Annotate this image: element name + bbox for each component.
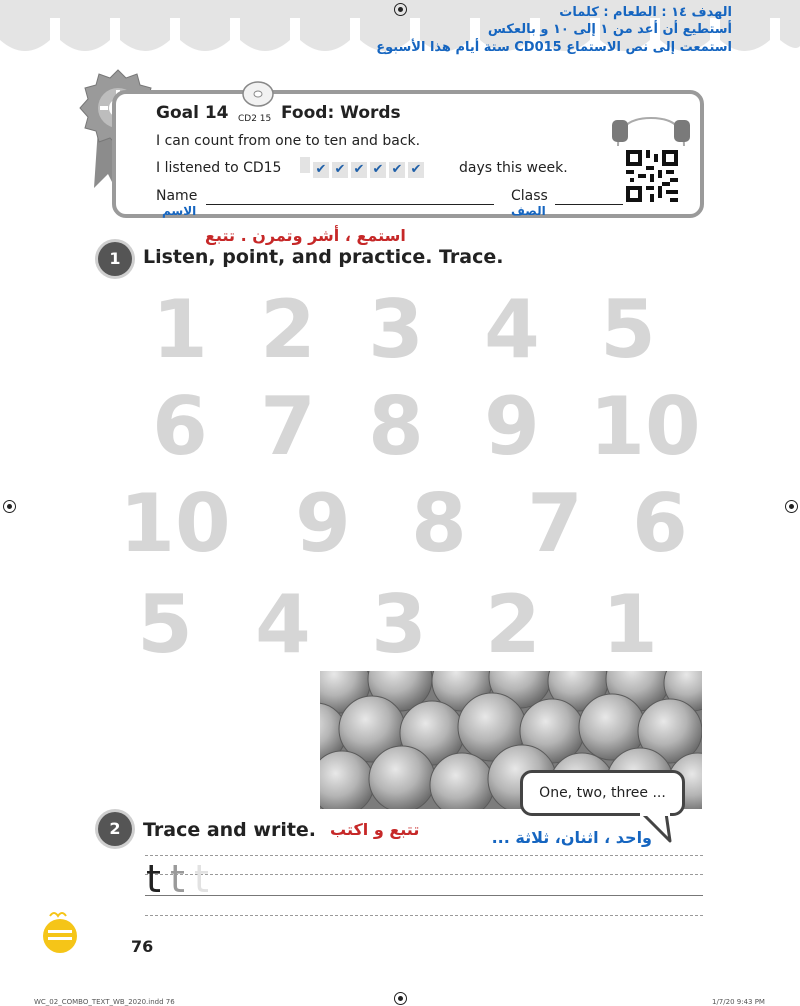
trace-letter[interactable]: t xyxy=(170,857,185,901)
qr-code-icon[interactable] xyxy=(626,150,678,202)
arabic-goal-title: الهدف ١٤ : الطعام : كلمات xyxy=(559,5,732,20)
trace-number[interactable]: 5 xyxy=(600,283,656,376)
trace-number[interactable]: 5 xyxy=(137,578,193,671)
registration-mark-left xyxy=(3,500,16,513)
section1-instruction-arabic: استمع ، أشر وتمرن . تتبع xyxy=(205,226,406,245)
trace-number[interactable]: 4 xyxy=(484,283,540,376)
registration-mark-top xyxy=(394,3,407,16)
listening-checkboxes xyxy=(300,157,427,178)
class-label: Class xyxy=(511,188,548,204)
day-checkbox[interactable]: ✔ xyxy=(370,162,386,178)
model-letter: t xyxy=(146,857,161,901)
cd-track-tag: CD2 15 xyxy=(238,114,272,124)
writing-guide-bottom xyxy=(145,915,703,916)
writing-baseline[interactable] xyxy=(145,895,703,896)
class-write-line[interactable] xyxy=(555,204,623,205)
goal-statement: I can count from one to ten and back. xyxy=(156,133,421,149)
page-number: 76 xyxy=(131,937,154,956)
writing-guide-top xyxy=(145,855,703,856)
trace-number[interactable]: 6 xyxy=(632,477,688,570)
name-label-arabic: الاسم xyxy=(162,204,197,218)
listening-statement-suffix: days this week. xyxy=(459,160,568,176)
trace-number[interactable]: 1 xyxy=(152,283,208,376)
writing-guide-mid xyxy=(145,874,703,875)
speech-bubble: One, two, three ... xyxy=(520,770,685,816)
trace-number[interactable]: 7 xyxy=(260,380,316,473)
trace-number[interactable]: 8 xyxy=(368,380,424,473)
trace-number[interactable]: 3 xyxy=(368,283,424,376)
day-checkbox[interactable]: ✔ xyxy=(389,162,405,178)
trace-number[interactable]: 1 xyxy=(602,578,658,671)
name-label: Name xyxy=(156,188,198,204)
arabic-goal-statement: أستطيع أن أعد من ١ إلى ١٠ و بالعكس xyxy=(487,22,732,37)
day-checkbox[interactable]: ✔ xyxy=(351,162,367,178)
trace-number[interactable]: 10 xyxy=(119,477,231,570)
trace-number[interactable]: 4 xyxy=(255,578,311,671)
speech-bubble-arabic: واحد ، اثنان، ثلاثة ... xyxy=(491,828,652,847)
check-spacer xyxy=(300,157,310,173)
day-checkbox[interactable]: ✔ xyxy=(332,162,348,178)
trace-number[interactable]: 3 xyxy=(371,578,427,671)
headphones-icon xyxy=(610,116,692,152)
trace-number[interactable]: 10 xyxy=(589,380,701,473)
goal-topic: Food: Words xyxy=(281,103,401,123)
trace-number[interactable]: 9 xyxy=(295,477,351,570)
name-write-line[interactable] xyxy=(206,204,494,205)
listening-statement-prefix: I listened to CD15 xyxy=(156,160,282,176)
footer-file-info: WC_02_COMBO_TEXT_WB_2020.indd 76 xyxy=(34,998,175,1006)
day-checkbox[interactable]: ✔ xyxy=(408,162,424,178)
registration-mark-right xyxy=(785,500,798,513)
arabic-listening-statement: استمعت إلى نص الاستماع CD015 ستة أيام هذا الأسبوع xyxy=(376,40,732,55)
section2-instruction: Trace and write. xyxy=(143,819,317,841)
section1-instruction: Listen, point, and practice. Trace. xyxy=(143,246,504,268)
trace-letter-light[interactable]: t xyxy=(194,857,209,901)
trace-number[interactable]: 2 xyxy=(260,283,316,376)
cd-disc-icon xyxy=(242,78,274,110)
trace-number[interactable]: 8 xyxy=(411,477,467,570)
trace-number[interactable]: 9 xyxy=(484,380,540,473)
class-label-arabic: الصف xyxy=(511,204,546,218)
trace-number[interactable]: 7 xyxy=(527,477,583,570)
section2-instruction-arabic: تتبع و اكتب xyxy=(330,820,420,839)
goal-number: Goal 14 xyxy=(156,103,229,123)
trace-number[interactable]: 2 xyxy=(485,578,541,671)
section1-number-badge: 1 xyxy=(98,242,132,276)
day-checkbox[interactable]: ✔ xyxy=(313,162,329,178)
section2-number-badge: 2 xyxy=(98,812,132,846)
footer-date: 1/7/20 9:43 PM xyxy=(712,998,765,1006)
publisher-logo-icon xyxy=(40,910,80,954)
trace-number[interactable]: 6 xyxy=(152,380,208,473)
registration-mark-bottom xyxy=(394,992,407,1005)
